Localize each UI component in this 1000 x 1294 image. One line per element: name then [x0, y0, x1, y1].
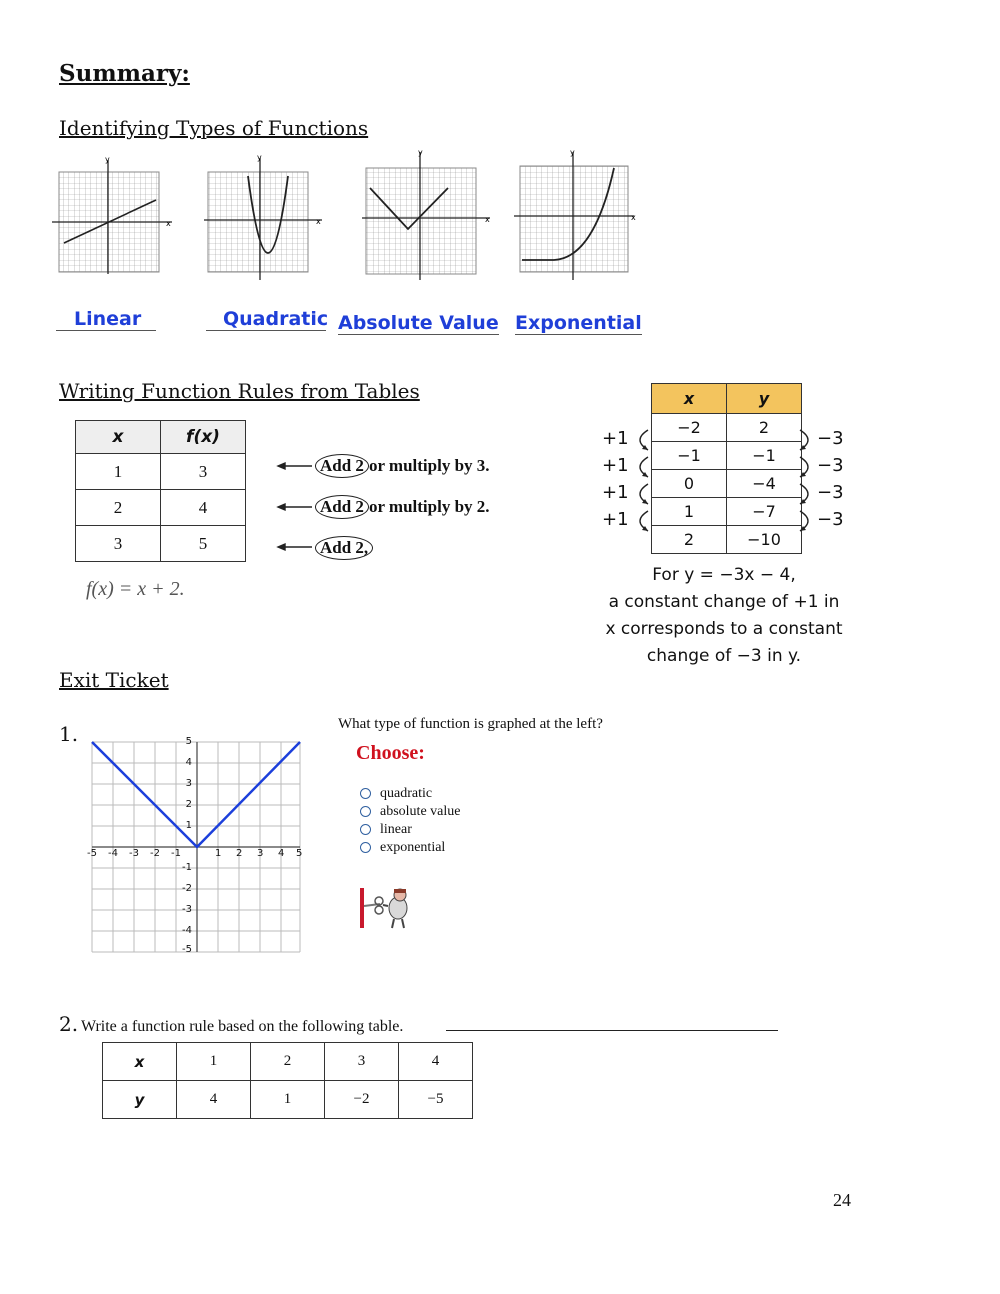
table-row: −1 −1 — [652, 442, 802, 470]
q2-table — [102, 1042, 473, 1119]
right-diff-3: −3 — [817, 482, 844, 503]
section-heading-types: Identifying Types of Functions — [59, 116, 369, 140]
type-label-quadratic: Quadratic — [206, 308, 326, 331]
table-row: 3 5 — [76, 526, 246, 562]
table1-header-x: x — [76, 421, 161, 454]
table2-header-x: x — [652, 384, 727, 414]
answer-line[interactable] — [446, 1030, 778, 1031]
type-label-absolute-value: Absolute Value — [338, 312, 499, 334]
table1-header-fx: f(x) — [161, 421, 246, 454]
left-diff-1: +1 — [602, 428, 629, 449]
table-row: −2 2 — [652, 414, 802, 442]
svg-text:x: x — [316, 217, 321, 226]
type-label-linear: Linear — [56, 308, 156, 331]
section-heading-tables: Writing Function Rules from Tables — [59, 379, 420, 403]
q2-prompt: Write a function rule based on the following table. — [81, 1018, 404, 1035]
note-row-1: Add 2 or multiply by 3. — [315, 454, 490, 478]
table-row: 2 −10 — [652, 526, 802, 554]
table-row: x 1 2 3 4 — [103, 1043, 473, 1081]
table-row: 1 −7 — [652, 498, 802, 526]
radio-icon[interactable] — [360, 806, 371, 817]
note-arrows — [276, 456, 316, 556]
function-rule: f(x) = x + 2. — [86, 578, 185, 600]
question-2-number: 2. — [59, 1012, 79, 1036]
q1-x-ticks: -5 -4 -3 -2 -1 1 2 3 4 5 — [87, 848, 303, 859]
exponential-graph — [514, 150, 636, 280]
svg-text:y: y — [105, 155, 110, 164]
q1-y-ticks: 5 4 3 2 1 -1 -2 -3 -4 -5 — [182, 736, 192, 955]
linear-graph — [52, 155, 172, 274]
radio-icon[interactable] — [360, 824, 371, 835]
right-diff-1: −3 — [817, 428, 844, 449]
note-row-2: Add 2 or multiply by 2. — [315, 495, 490, 519]
q1-question: What type of function is graphed at the left? — [338, 716, 603, 732]
option-absolute-value[interactable]: absolute value — [360, 804, 460, 820]
absolute-value-graph — [362, 150, 490, 280]
svg-text:x: x — [631, 213, 636, 222]
svg-text:y: y — [570, 150, 575, 157]
summary-title: Summary: — [59, 60, 190, 87]
function-table-1 — [75, 420, 246, 562]
radio-icon[interactable] — [360, 788, 371, 799]
quadratic-graph — [204, 153, 322, 280]
page-number: 24 — [833, 1190, 851, 1210]
question-1-number: 1. — [59, 722, 79, 746]
table-row: y 4 1 −2 −5 — [103, 1081, 473, 1119]
table-row: 0 −4 — [652, 470, 802, 498]
table2-caption: For y = −3x − 4, a constant change of +1 in x corresponds to a constant change of −3 in y. — [605, 565, 843, 666]
left-diff-4: +1 — [602, 509, 629, 530]
option-quadratic[interactable]: quadratic — [360, 786, 432, 802]
table-row: 2 4 — [76, 490, 246, 526]
table2-header-y: y — [727, 384, 802, 414]
svg-text:x: x — [166, 219, 171, 228]
note-row-3: Add 2, — [315, 536, 373, 560]
left-diff-2: +1 — [602, 455, 629, 476]
right-diff-2: −3 — [817, 455, 844, 476]
diff-curved-arrows — [626, 424, 826, 540]
left-diff-3: +1 — [602, 482, 629, 503]
option-exponential[interactable]: exponential — [360, 840, 445, 856]
ribbon-cutting-cartoon-icon — [358, 886, 416, 930]
function-type-graphs — [52, 150, 652, 285]
svg-text:x: x — [485, 215, 490, 224]
type-label-exponential: Exponential — [515, 312, 642, 334]
right-diff-4: −3 — [817, 509, 844, 530]
radio-icon[interactable] — [360, 842, 371, 853]
table-row: 1 3 — [76, 454, 246, 490]
choose-label: Choose: — [356, 742, 425, 764]
svg-text:y: y — [418, 150, 423, 157]
svg-text:y: y — [257, 153, 262, 162]
option-linear[interactable]: linear — [360, 822, 412, 838]
exit-ticket-heading: Exit Ticket — [59, 668, 169, 692]
